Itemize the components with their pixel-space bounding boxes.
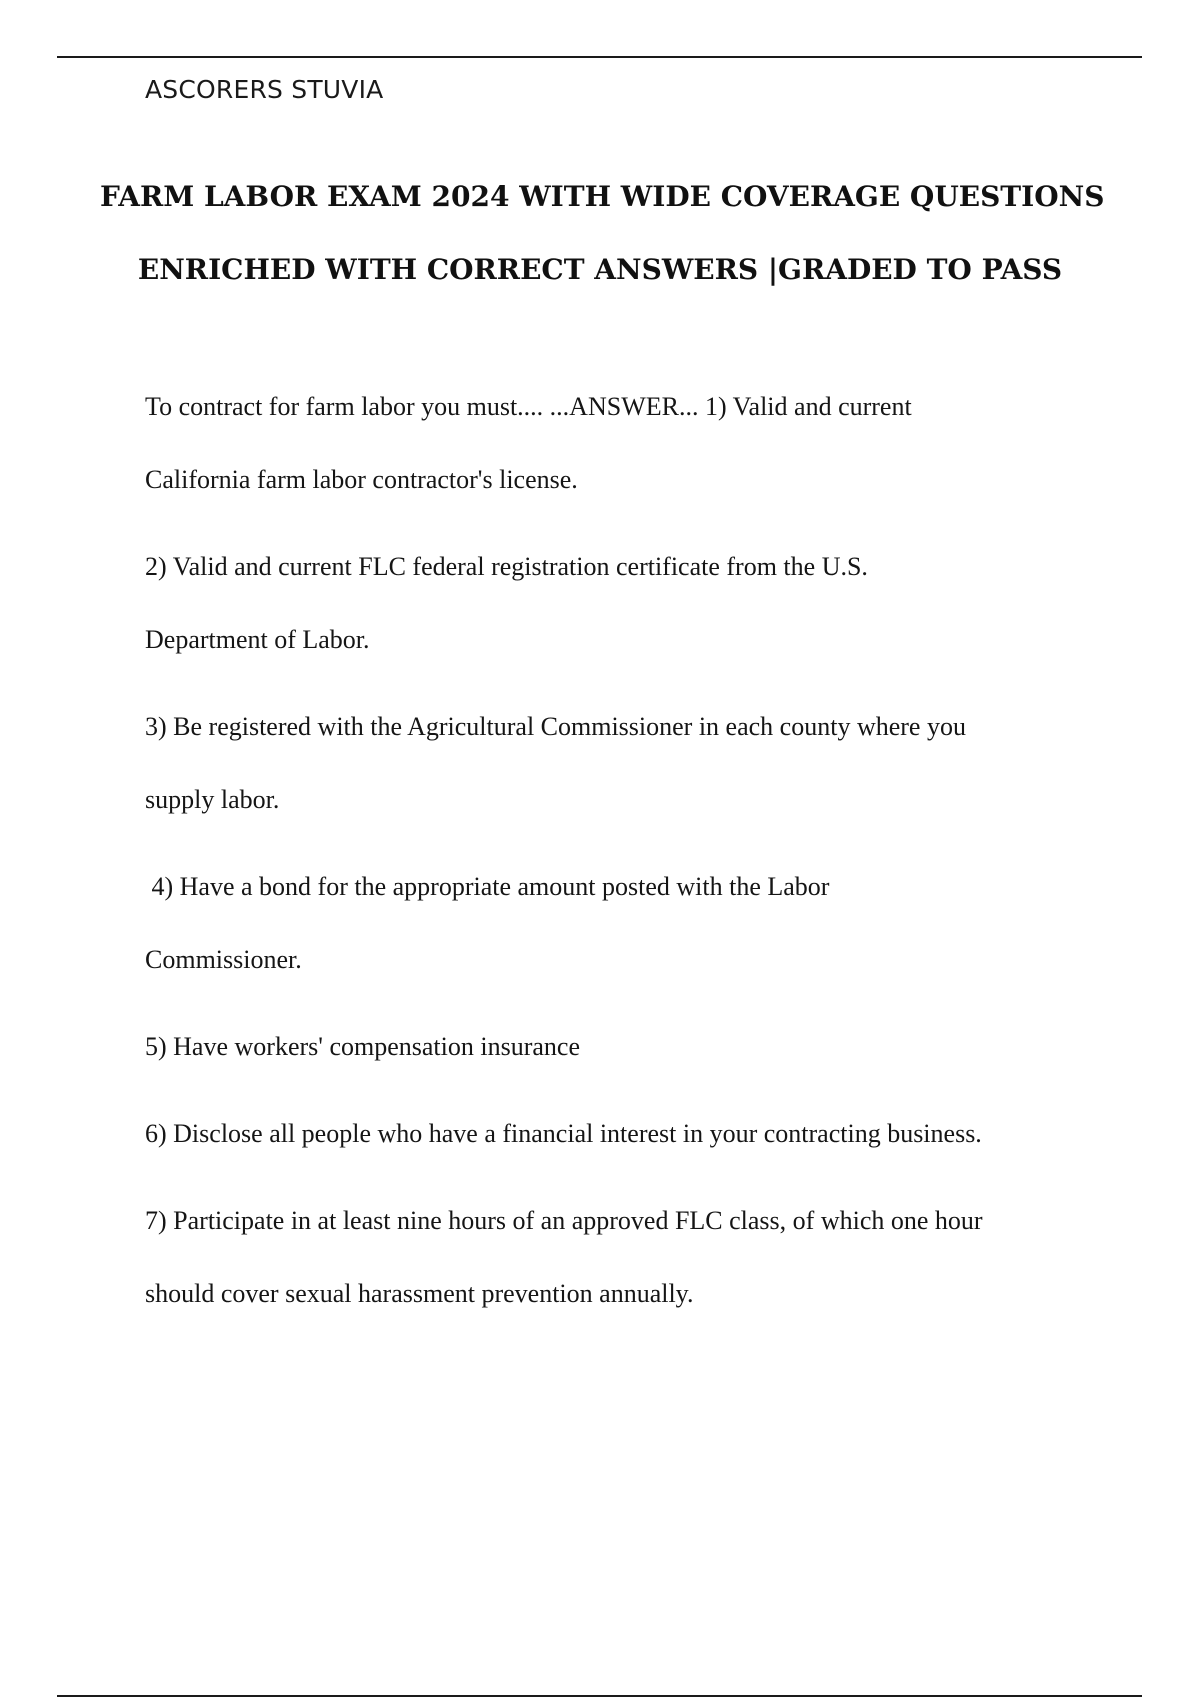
paragraph-line: 2) Valid and current FLC federal registration certificate from the U.S. bbox=[145, 552, 868, 581]
title-line-1: FARM LABOR EXAM 2024 WITH WIDE COVERAGE QUESTIONS bbox=[100, 180, 1105, 213]
paragraph-intro-answer-1 bbox=[145, 370, 1075, 516]
paragraph-line: supply labor. bbox=[145, 785, 280, 814]
paragraph-answer-5 bbox=[145, 1010, 1075, 1083]
paragraph-line: 7) Participate in at least nine hours of an approved FLC class, of which one hour bbox=[145, 1206, 983, 1235]
header-brand: ASCORERS STUVIA bbox=[145, 75, 384, 104]
paragraph-line: Department of Labor. bbox=[145, 625, 370, 654]
title-line-2: ENRICHED WITH CORRECT ANSWERS |GRADED TO PASS bbox=[137, 253, 1063, 286]
paragraph-line: 3) Be registered with the Agricultural Commissioner in each county where you bbox=[145, 712, 966, 741]
paragraph-line: 5) Have workers' compensation insurance bbox=[145, 1032, 580, 1061]
paragraph-answer-2 bbox=[145, 530, 1075, 676]
paragraph-line: should cover sexual harassment prevention annually. bbox=[145, 1279, 694, 1308]
paragraph-line: To contract for farm labor you must.... ...ANSWER... 1) Valid and current bbox=[145, 392, 912, 421]
paragraph-answer-6 bbox=[145, 1097, 1075, 1170]
document-title bbox=[100, 160, 1105, 306]
paragraph-line: 4) Have a bond for the appropriate amount posted with the Labor bbox=[145, 872, 830, 901]
top-divider bbox=[57, 56, 1142, 58]
document-body bbox=[145, 370, 1075, 1344]
paragraph-line: 6) Disclose all people who have a financial interest in your contracting business. bbox=[145, 1119, 982, 1148]
paragraph-answer-3 bbox=[145, 690, 1075, 836]
paragraph-answer-4 bbox=[145, 850, 1075, 996]
paragraph-line: Commissioner. bbox=[145, 945, 302, 974]
paragraph-line: California farm labor contractor's license. bbox=[145, 465, 578, 494]
paragraph-answer-7 bbox=[145, 1184, 1075, 1330]
bottom-divider bbox=[57, 1695, 1142, 1697]
